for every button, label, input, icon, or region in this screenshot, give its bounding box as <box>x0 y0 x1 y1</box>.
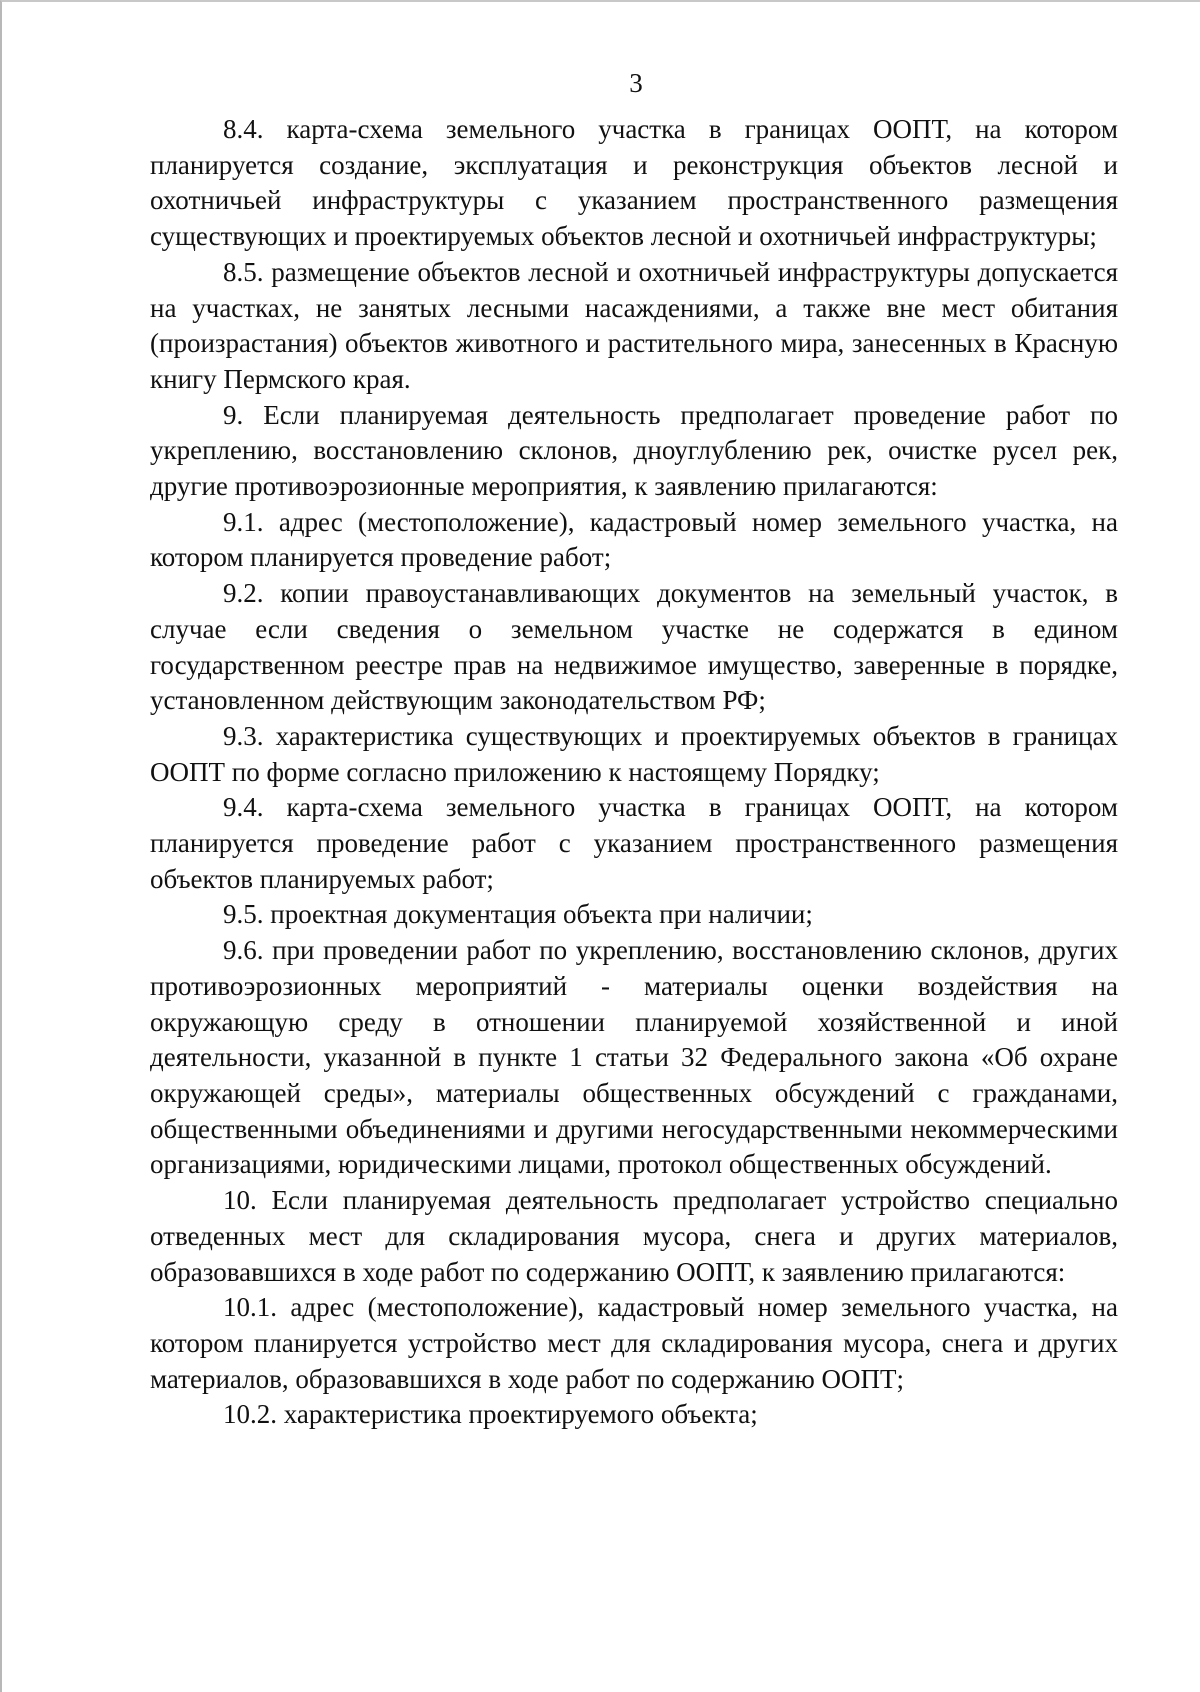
paragraph-8-5: 8.5. размещение объектов лесной и охотничьей инфраструктуры допускается на участках, не занятых лесными насаждениями, а также вне мест обитания (произрастания) объектов животного и растительного мира, занесенных в Красную книгу Пермского края. <box>150 256 1118 394</box>
paragraph-9-4: 9.4. карта-схема земельного участка в границах ООПТ, на котором планируется проведение работ с указанием пространственного размещения объектов планируемых работ; <box>150 792 1118 894</box>
paragraph-9-5: 9.5. проектная документация объекта при наличии; <box>223 899 813 930</box>
paragraph-9: 9. Если планируемая деятельность предполагает проведение работ по укреплению, восстановлению склонов, дноуглублению рек, очистке русел рек, другие противоэрозионные мероприятия, к заявлению прилагаются: <box>150 399 1118 502</box>
paragraph-10-1: 10.1. адрес (местоположение), кадастровый номер земельного участка, на котором планируется устройство мест для складирования мусора, снега и других материалов, образовавшихся в ходе работ по содержанию ООПТ; <box>150 1292 1118 1394</box>
paragraph-10: 10. Если планируемая деятельность предполагает устройство специально отведенных мест для складирования мусора, снега и других материалов, образовавшихся в ходе работ по содержанию ООПТ, к заявлению прилагаются: <box>150 1185 1118 1287</box>
paragraph-9-3: 9.3. характеристика существующих и проектируемых объектов в границах ООПТ по форме согласно приложению к настоящему Порядку; <box>150 720 1118 787</box>
paragraph-9-2: 9.2. копии правоустанавливающих документов на земельный участок, в случае если сведения о земельном участке не содержатся в едином государственном реестре прав на недвижимое имущество, заверенные в порядке, установленном действующим законодательством РФ; <box>150 578 1118 716</box>
document-body <box>150 112 1118 1433</box>
paragraph-9-6: 9.6. при проведении работ по укреплению, восстановлению склонов, других противоэрозионных мероприятий - материалы оценки воздействия на окружающую среду в отношении планируемой хозяйственной и иной деятельности, указанной в пункте 1 статьи 32 Федерального закона «Об охране окружающей среды», материалы общественных обсуждений с гражданами, общественными объединениями и другими негосударственными некоммерческими организациями, юридическими лицами, протокол общественных обсуждений. <box>150 935 1118 1180</box>
paragraph-9-1: 9.1. адрес (местоположение), кадастровый номер земельного участка, на котором планируется проведение работ; <box>150 506 1118 573</box>
page-number: 3 <box>629 68 643 98</box>
paragraph-10-2: 10.2. характеристика проектируемого объекта; <box>223 1399 758 1430</box>
paragraph-8-4: 8.4. карта-схема земельного участка в границах ООПТ, на котором планируется создание, эксплуатация и реконструкция объектов лесной и охотничьей инфраструктуры с указанием пространственного размещения существующих и проектируемых объектов лесной и охотничьей инфраструктуры; <box>150 114 1118 252</box>
